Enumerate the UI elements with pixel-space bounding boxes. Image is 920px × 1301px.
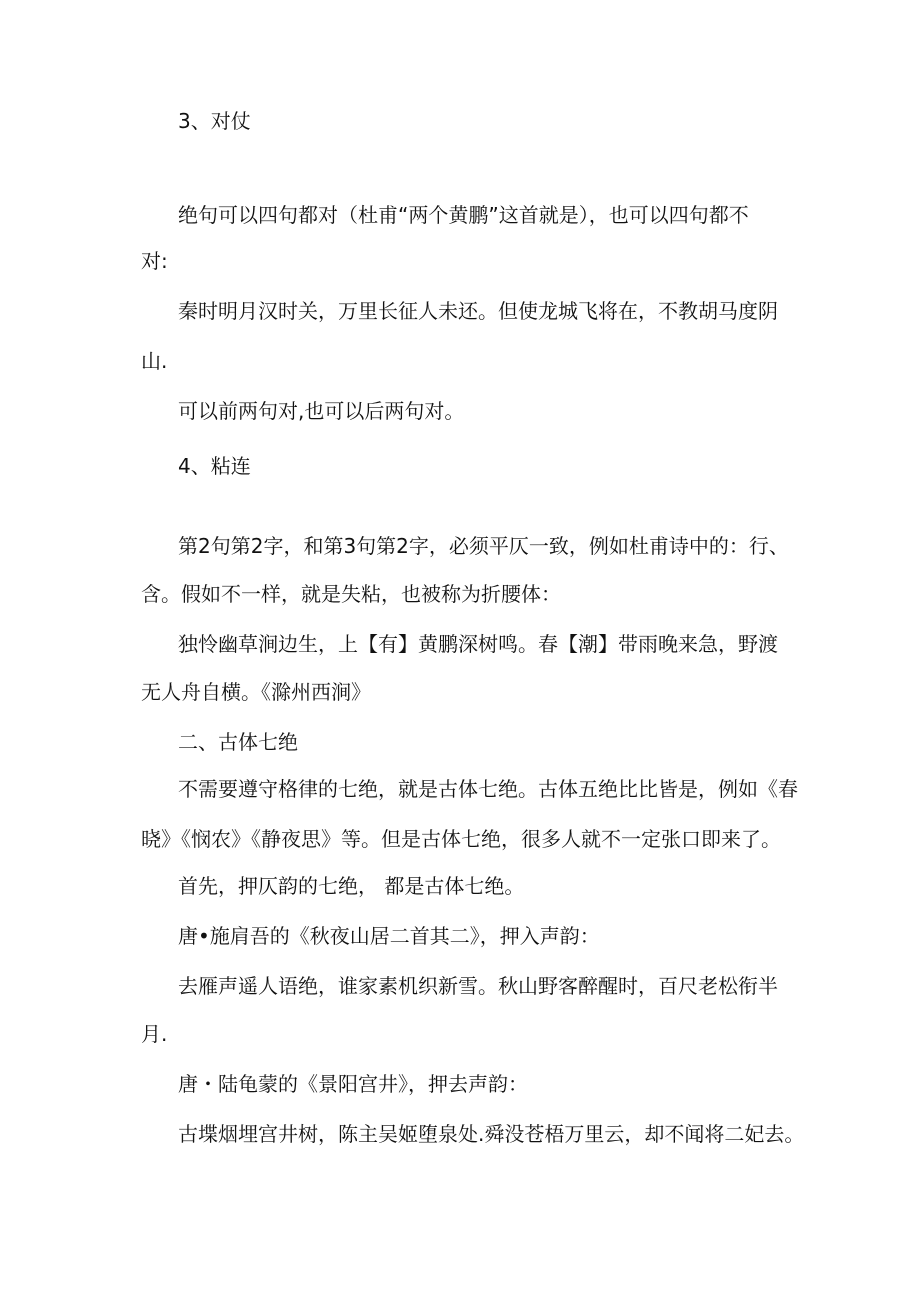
heading-duizhang: 3、对仗 [178,109,251,133]
paragraph-line: 对: [141,249,168,273]
poem-line: 山. [141,349,168,373]
paragraph-line: 含。假如不一样，就是失粘，也被称为折腰体： [141,582,561,606]
heading-zhanlian: 4、粘连 [178,454,251,478]
poem-line: 月. [141,1022,168,1046]
paragraph-line: 绝句可以四句都对（杜甫“两个黄鹏”这首就是），也可以四句都不 [178,203,749,227]
poem-line: 去雁声遥人语绝，谁家素机织新雪。秋山野客醉醒时，百尺老松衔半 [178,974,778,998]
paragraph-line: 可以前两句对,也可以后两句对。 [178,399,465,423]
paragraph-line: 不需要遵守格律的七绝，就是古体七绝。古体五绝比比皆是，例如《春 [178,777,798,801]
paragraph-line: 唐•施肩吾的《秋夜山居二首其二》，押入声韵： [178,924,600,948]
paragraph-line: 首先，押仄韵的七绝， 都是古体七绝。 [178,874,525,898]
heading-guti-qijue: 二、古体七绝 [178,730,298,754]
poem-line: 无人舟自横。《滁州西涧》 [141,680,371,704]
poem-line: 古堞烟埋宫井树，陈主吴姬堕泉处.舜没苍梧万里云，却不闻将二妃去。 [178,1122,805,1146]
paragraph-line: 唐・陆龟蒙的《景阳宫井》，押去声韵： [178,1072,528,1096]
paragraph-line: 晓》《悯农》《静夜思》等。但是古体七绝，很多人就不一定张口即来了。 [141,827,781,851]
paragraph-line: 第2句第2字，和第3句第2字，必须平仄一致，例如杜甫诗中的：行、 [178,534,789,558]
poem-line: 秦时明月汉时关，万里长征人未还。但使龙城飞将在，不教胡马度阴 [178,299,778,323]
poem-line: 独怜幽草涧边生，上【有】黄鹏深树鸣。春【潮】带雨晚来急，野渡 [178,632,778,656]
